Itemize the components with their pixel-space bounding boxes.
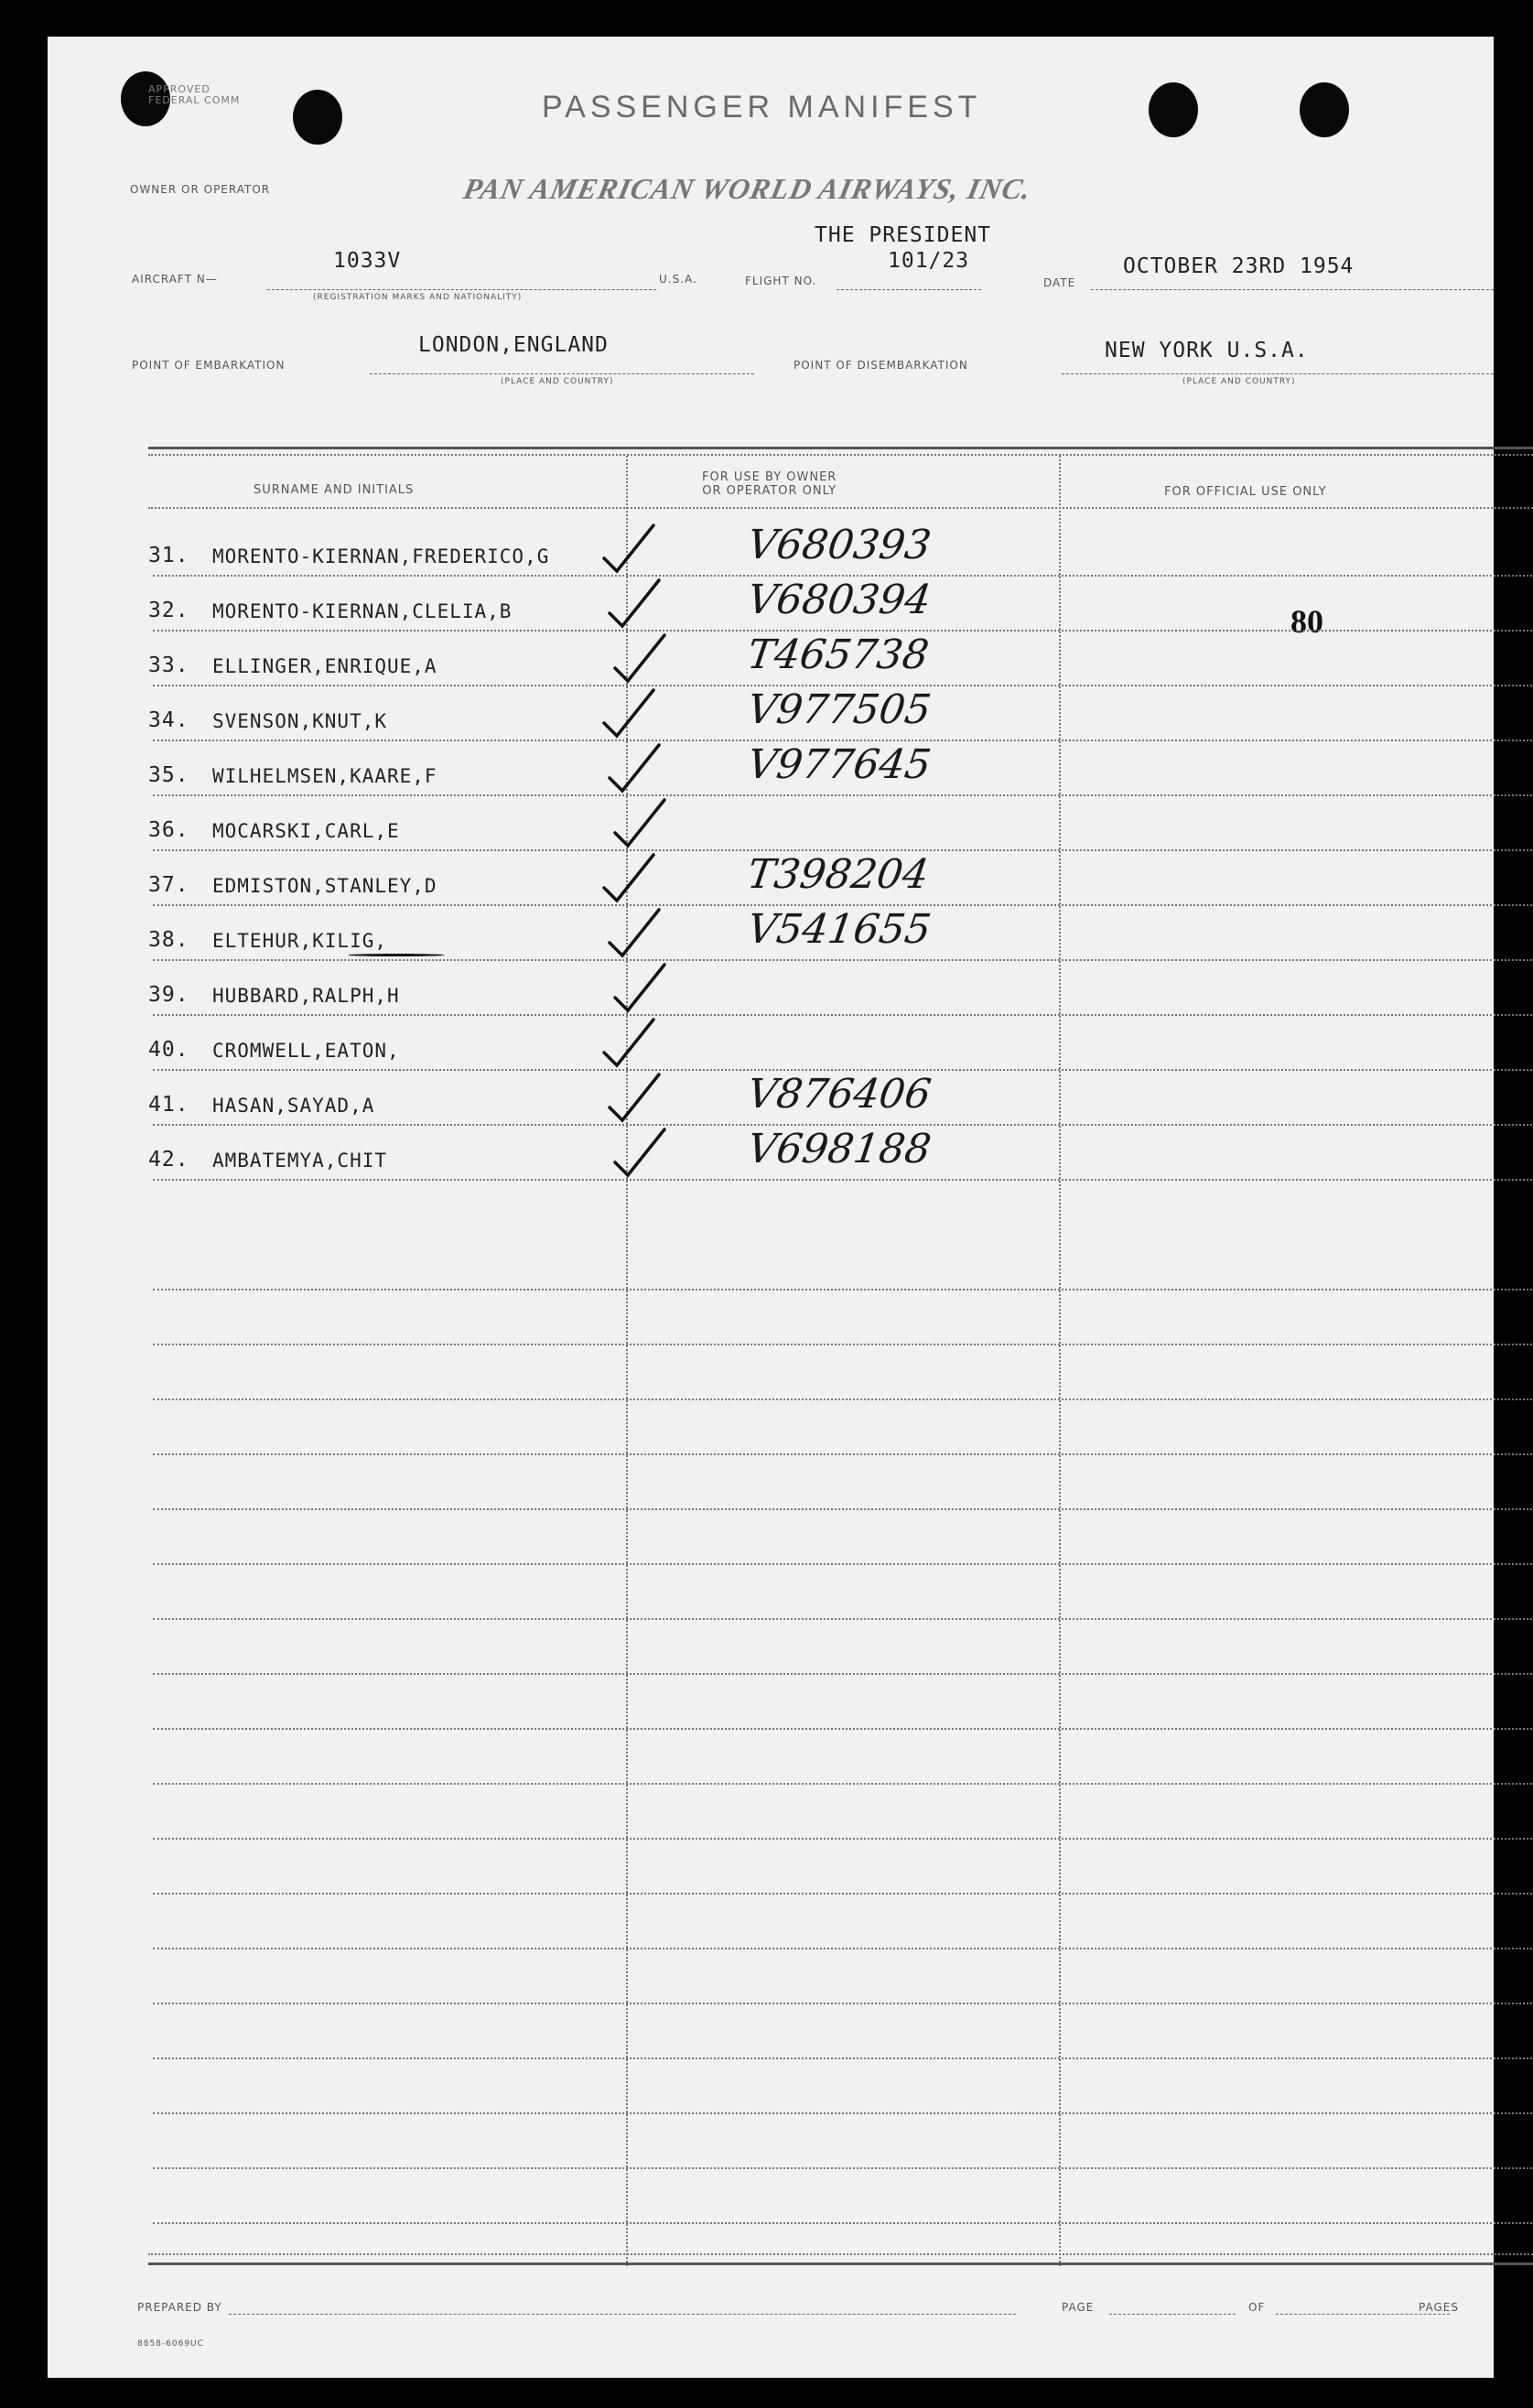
date-value: OCTOBER 23RD 1954 xyxy=(1123,254,1355,278)
handwritten-underline xyxy=(348,954,445,956)
aircraft-reg: 1033V xyxy=(333,249,402,273)
official-count: 80 xyxy=(1290,603,1323,640)
passenger-number: 39. xyxy=(148,983,189,1007)
row-rule xyxy=(153,2222,1533,2224)
row-rule xyxy=(153,1673,1533,1675)
flight-name: THE PRESIDENT xyxy=(815,223,992,247)
passport-number: V541655 xyxy=(744,906,934,953)
passenger-name: WILHELMSEN,KAARE,F xyxy=(212,765,437,787)
row-rule xyxy=(153,2003,1533,2004)
embark-label: POINT OF EMBARKATION xyxy=(132,359,286,372)
punch-hole xyxy=(293,90,342,145)
flight-underline xyxy=(837,289,981,290)
date-underline xyxy=(1091,289,1494,290)
check-mark-icon xyxy=(608,1122,672,1186)
passenger-name: AMBATEMYA,CHIT xyxy=(212,1150,388,1172)
col-header-official: FOR OFFICIAL USE ONLY xyxy=(1164,485,1327,499)
row-rule xyxy=(153,794,1533,796)
col-header-name: SURNAME AND INITIALS xyxy=(254,483,415,497)
row-rule xyxy=(153,1783,1533,1785)
embark-sublabel: (PLACE AND COUNTRY) xyxy=(501,377,614,386)
prepared-underline xyxy=(229,2314,1016,2315)
passenger-number: 37. xyxy=(148,873,189,897)
of-underline xyxy=(1276,2314,1450,2315)
passenger-name: HUBBARD,RALPH,H xyxy=(212,985,400,1007)
aircraft-underline xyxy=(267,289,656,290)
of-label: OF xyxy=(1248,2301,1266,2314)
manifest-page xyxy=(48,37,1494,2378)
pages-label: PAGES xyxy=(1419,2301,1459,2314)
row-rule xyxy=(153,1344,1533,1345)
row-rule xyxy=(153,959,1533,961)
page-label: PAGE xyxy=(1062,2301,1095,2314)
form-code: 8858-6069UC xyxy=(137,2339,204,2349)
passenger-number: 34. xyxy=(148,708,189,732)
row-rule xyxy=(153,1179,1533,1181)
passenger-name: MOCARSKI,CARL,E xyxy=(212,820,400,842)
passenger-name: HASAN,SAYAD,A xyxy=(212,1095,375,1117)
row-rule xyxy=(153,1838,1533,1840)
embark-underline xyxy=(370,373,754,374)
approval-stamp: APPROVED FEDERAL COMM xyxy=(148,83,241,106)
header-bottom-rule xyxy=(148,507,1533,509)
prepared-label: PREPARED BY xyxy=(137,2301,222,2314)
passenger-number: 42. xyxy=(148,1148,189,1172)
passenger-number: 33. xyxy=(148,653,189,677)
flight-label: FLIGHT NO. xyxy=(745,275,817,287)
table-top-rule xyxy=(148,454,1533,456)
page-underline xyxy=(1109,2314,1236,2315)
owner-name: PAN AMERICAN WORLD AIRWAYS, INC. xyxy=(460,172,1035,205)
row-rule xyxy=(153,1563,1533,1565)
punch-hole xyxy=(1149,82,1198,137)
passenger-number: 41. xyxy=(148,1093,189,1117)
passport-number: V698188 xyxy=(744,1126,934,1172)
punch-hole xyxy=(1300,82,1349,137)
passenger-name: ELLINGER,ENRIQUE,A xyxy=(212,655,437,677)
table-bottom-rule xyxy=(148,2262,1533,2265)
date-label: DATE xyxy=(1043,276,1076,289)
col-header-owner: FOR USE BY OWNER OR OPERATOR ONLY xyxy=(702,470,837,498)
passenger-name: SVENSON,KNUT,K xyxy=(212,710,388,732)
table-bottom-rule xyxy=(148,2253,1533,2255)
flight-no: 101/23 xyxy=(888,249,970,273)
row-rule xyxy=(153,1398,1533,1400)
passport-number: V977645 xyxy=(744,741,934,788)
row-rule xyxy=(153,2057,1533,2059)
passenger-number: 31. xyxy=(148,544,189,567)
row-rule xyxy=(153,1014,1533,1016)
passenger-number: 36. xyxy=(148,818,189,842)
aircraft-label: AIRCRAFT N— xyxy=(132,273,218,286)
passport-number: V876406 xyxy=(744,1071,934,1118)
disembark-label: POINT OF DISEMBARKATION xyxy=(793,359,968,372)
disembark-underline xyxy=(1062,373,1494,374)
passport-number: T398204 xyxy=(744,851,932,898)
table-top-rule xyxy=(148,447,1533,449)
passenger-number: 35. xyxy=(148,763,189,787)
row-rule xyxy=(153,1728,1533,1730)
row-rule xyxy=(153,1893,1533,1895)
passenger-name: MORENTO-KIERNAN,CLELIA,B xyxy=(212,600,513,622)
row-rule xyxy=(153,2167,1533,2169)
row-rule xyxy=(153,2112,1533,2114)
passenger-name: ELTEHUR,KILIG, xyxy=(212,930,388,952)
passenger-number: 38. xyxy=(148,928,189,952)
row-rule xyxy=(153,1289,1533,1290)
disembark-sublabel: (PLACE AND COUNTRY) xyxy=(1182,377,1296,386)
passenger-name: MORENTO-KIERNAN,FREDERICO,G xyxy=(212,545,550,567)
owner-label: OWNER OR OPERATOR xyxy=(130,183,271,196)
row-rule xyxy=(153,1508,1533,1510)
row-rule xyxy=(153,1453,1533,1455)
disembark-value: NEW YORK U.S.A. xyxy=(1105,339,1309,362)
passenger-name: EDMISTON,STANLEY,D xyxy=(212,875,437,897)
form-title: PASSENGER MANIFEST xyxy=(542,90,982,124)
column-divider xyxy=(1059,456,1061,2266)
passenger-number: 40. xyxy=(148,1038,189,1062)
passport-number: V680394 xyxy=(744,577,934,623)
passport-number: V977505 xyxy=(744,686,934,733)
row-rule xyxy=(153,1618,1533,1620)
passenger-number: 32. xyxy=(148,599,189,622)
passenger-name: CROMWELL,EATON, xyxy=(212,1040,400,1062)
aircraft-sublabel: (REGISTRATION MARKS AND NATIONALITY) xyxy=(313,293,523,302)
row-rule xyxy=(153,1948,1533,1949)
embark-value: LONDON,ENGLAND xyxy=(418,333,609,357)
passport-number: T465738 xyxy=(744,632,932,678)
passport-number: V680393 xyxy=(744,522,934,568)
usa-label: U.S.A. xyxy=(659,273,697,286)
